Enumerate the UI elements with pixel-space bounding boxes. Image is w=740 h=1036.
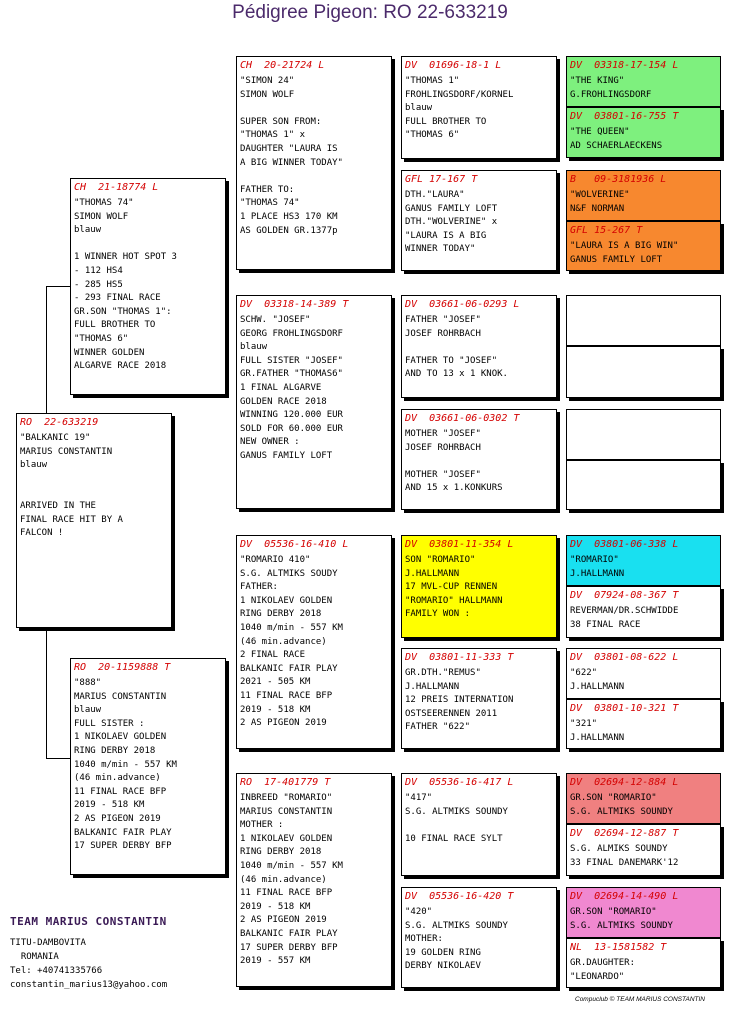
gen5-box-11: [566, 648, 721, 699]
gen5-box-15: [566, 887, 721, 938]
gen5-box-1: [566, 56, 721, 107]
gen5-box-16: [566, 938, 721, 988]
pigeon-details: GR.SON "ROMARIO" S.G. ALTMIKS SOUNDY: [570, 907, 673, 931]
ring-number: DV 03801-10-321 T: [570, 703, 679, 714]
connector-line: [46, 758, 71, 759]
pigeon-details: "THE QUEEN" AD SCHAERLAECKENS: [570, 127, 663, 151]
ring-number: DV 03801-11-333 T: [405, 652, 514, 663]
ring-number: DV 03801-16-755 T: [570, 111, 679, 122]
pigeon-details: REVERMAN/DR.SCHWIDDE 38 FINAL RACE: [570, 606, 679, 630]
main-pigeon-box: [16, 413, 172, 628]
pigeon-details: "420" S.G. ALTMIKS SOUNDY MOTHER: 19 GOLDEN RING DERBY NIKOLAEV: [405, 907, 508, 972]
pigeon-details: GR.DAUGHTER: "LEONARDO": [570, 958, 636, 982]
gen5-box-7: [566, 409, 721, 460]
ring-number: NL 13-1581582 T: [570, 942, 667, 953]
team-contact: TITU-DAMBOVITA ROMANIA Tel: +40741335766 constantin_marius13@yahoo.com: [10, 938, 168, 990]
gen5-box-6: [566, 346, 721, 398]
dd-dam-box: [401, 887, 557, 988]
pigeon-details: DTH."LAURA" GANUS FAMILY LOFT DTH."WOLVERINE" x "LAURA IS A BIG WINNER TODAY": [405, 190, 498, 255]
connector-line: [46, 286, 71, 287]
ring-number: DV 05536-16-420 T: [405, 891, 514, 902]
gen5-box-10: [566, 586, 721, 638]
pigeon-details: FATHER "JOSEF" JOSEF ROHRBACH FATHER TO "JOSEF" AND TO 13 x 1 KNOK.: [405, 315, 508, 380]
ring-number: DV 03801-11-354 L: [405, 539, 514, 550]
ring-number: DV 03801-08-622 L: [570, 652, 679, 663]
ring-number: DV 03801-06-338 L: [570, 539, 679, 550]
pigeon-details: "888" MARIUS CONSTANTIN blauw FULL SISTER : 1 NIKOLAEV GOLDEN RING DERBY 2018 1040 m/min - 557 KM (46 min.advance) 11 FINAL RACE BFP 2019 - 518 KM 2 AS PIGEON 2019 BALKANIC FAIR PLAY 17 SUPER DERBY BFP: [74, 678, 177, 852]
pigeon-details: "THOMAS 1" FROHLINGSDORF/KORNEL blauw FULL BROTHER TO "THOMAS 6": [405, 76, 514, 141]
pigeon-details: "WOLVERINE" N&F NORMAN: [570, 190, 630, 214]
gen5-box-12: [566, 699, 721, 749]
gen5-box-3: [566, 170, 721, 221]
dam-box: [70, 658, 226, 875]
pigeon-details: "ROMARIO 410" S.G. ALTMIKS SOUDY FATHER: 1 NIKOLAEV GOLDEN RING DERBY 2018 1040 m/min - 557 KM (46 min.advance) 2 FINAL RACE BALKANIC FAIR PLAY 2021 - 505 KM 11 FINAL RACE BFP 2019 - 518 KM 2 AS PIGEON 2019: [240, 555, 343, 729]
ring-number: DV 02694-14-490 L: [570, 891, 679, 902]
ring-number: RO 17-401779 T: [240, 777, 331, 788]
ds-sire-box: [401, 535, 557, 638]
ring-number: DV 03318-14-389 T: [240, 299, 349, 310]
gen5-box-2: [566, 107, 721, 158]
ring-number: DV 03661-06-0302 T: [405, 413, 520, 424]
connector-line: [46, 286, 47, 414]
connector-line: [46, 628, 47, 758]
ring-number: B 09-3181936 L: [570, 174, 667, 185]
sd-dam-box: [401, 409, 557, 510]
ss-dam-box: [401, 170, 557, 271]
ring-number: DV 05536-16-410 L: [240, 539, 349, 550]
ring-number: CH 20-21724 L: [240, 60, 325, 71]
gen5-box-14: [566, 824, 721, 876]
ring-number: DV 03318-17-154 L: [570, 60, 679, 71]
pigeon-details: INBREED "ROMARIO" MARIUS CONSTANTIN MOTHER : 1 NIKOLAEV GOLDEN RING DERBY 2018 1040 m/min - 557 KM (46 min.advance) 11 FINAL RACE BFP 2019 - 518 KM 2 AS PIGEON 2019 BALKANIC FAIR PLAY 17 SUPER DERBY BFP 2019 - 557 KM: [240, 793, 343, 967]
ring-number: RO 20-1159888 T: [74, 662, 171, 673]
pigeon-details: GR.DTH."REMUS" J.HALLMANN 12 PREIS INTERNATION OSTSEERENNEN 2011 FATHER "622": [405, 668, 514, 733]
pigeon-details: "BALKANIC 19" MARIUS CONSTANTIN blauw ARRIVED IN THE FINAL RACE HIT BY A FALCON !: [20, 433, 123, 539]
ring-number: DV 02694-12-887 T: [570, 828, 679, 839]
pigeon-details: SCHW. "JOSEF" GEORG FROHLINGSDORF blauw FULL SISTER "JOSEF" GR.FATHER "THOMAS6" 1 FINAL ALGARVE GOLDEN RACE 2018 WINNING 120.000 EUR SOLD FOR 60.000 EUR NEW OWNER : GANUS FAMILY LOFT: [240, 315, 343, 461]
sire-sire-box: [236, 56, 392, 270]
sire-dam-box: [236, 295, 392, 509]
pigeon-details: S.G. ALMIKS SOUNDY 33 FINAL DANEMARK'12: [570, 844, 679, 868]
pigeon-details: GR.SON "ROMARIO" S.G. ALTMIKS SOUNDY: [570, 793, 673, 817]
ring-number: GFL 17-167 T: [405, 174, 478, 185]
ring-number: DV 01696-18-1 L: [405, 60, 502, 71]
dd-sire-box: [401, 773, 557, 876]
sd-sire-box: [401, 295, 557, 398]
ring-number: CH 21-18774 L: [74, 182, 159, 193]
dam-dam-box: [236, 773, 392, 987]
pigeon-details: "LAURA IS A BIG WIN" GANUS FAMILY LOFT: [570, 241, 679, 265]
ds-dam-box: [401, 648, 557, 749]
gen5-box-8: [566, 460, 721, 510]
ring-number: DV 05536-16-417 L: [405, 777, 514, 788]
pigeon-details: "622" J.HALLMANN: [570, 668, 625, 692]
ss-sire-box: [401, 56, 557, 159]
page-title: Pédigree Pigeon: RO 22-633219: [232, 2, 508, 23]
credit-text: Compuclub © TEAM MARIUS CONSTANTIN: [575, 996, 705, 1003]
pigeon-details: "SIMON 24" SIMON WOLF SUPER SON FROM: "THOMAS 1" x DAUGHTER "LAURA IS A BIG WINNER TODAY" FATHER TO: "THOMAS 74" 1 PLACE HS3 170 KM AS GOLDEN GR.1377p: [240, 76, 343, 236]
dam-sire-box: [236, 535, 392, 749]
pigeon-details: SON "ROMARIO" J.HALLMANN 17 MVL-CUP RENNEN "ROMARIO" HALLMANN FAMILY WON :: [405, 555, 503, 620]
sire-box: [70, 178, 226, 395]
gen5-box-4: [566, 221, 721, 271]
team-name: TEAM MARIUS CONSTANTIN: [10, 915, 167, 928]
ring-number: DV 03661-06-0293 L: [405, 299, 520, 310]
pigeon-details: MOTHER "JOSEF" JOSEF ROHRBACH MOTHER "JOSEF" AND 15 x 1.KONKURS: [405, 429, 503, 494]
ring-number: DV 07924-08-367 T: [570, 590, 679, 601]
gen5-box-9: [566, 535, 721, 586]
pigeon-details: "THOMAS 74" SIMON WOLF blauw 1 WINNER HOT SPOT 3 - 112 HS4 - 285 HS5 - 293 FINAL RACE GR.SON "THOMAS 1": FULL BROTHER TO "THOMAS 6" WINNER GOLDEN ALGARVE RACE 2018: [74, 198, 177, 372]
gen5-box-5: [566, 295, 721, 346]
pigeon-details: "ROMARIO" J.HALLMANN: [570, 555, 625, 579]
ring-number: DV 02694-12-884 L: [570, 777, 679, 788]
pigeon-details: "THE KING" G.FROHLINGSDORF: [570, 76, 652, 100]
pigeon-details: "417" S.G. ALTMIKS SOUNDY 10 FINAL RACE SYLT: [405, 793, 508, 844]
ring-number: RO 22-633219: [20, 417, 99, 428]
ring-number: GFL 15-267 T: [570, 225, 643, 236]
pigeon-details: "321" J.HALLMANN: [570, 719, 625, 743]
gen5-box-13: [566, 773, 721, 824]
